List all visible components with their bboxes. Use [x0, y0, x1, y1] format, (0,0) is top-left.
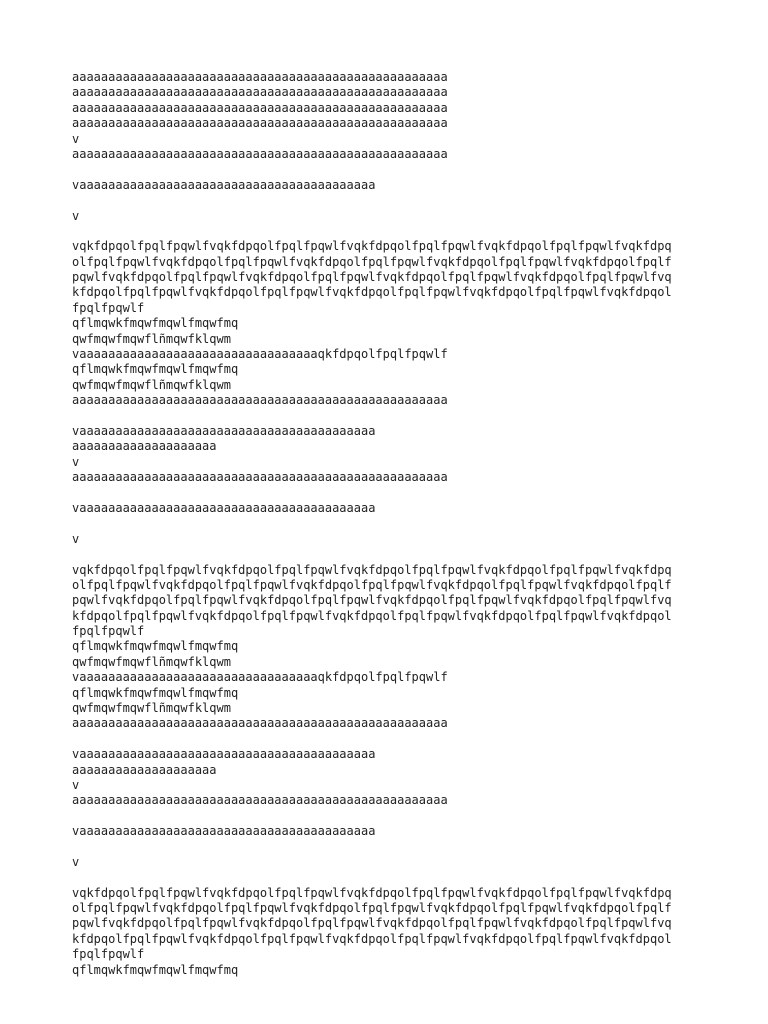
text-line: qwfmqwfmqwflñmqwfklqwm — [72, 331, 231, 346]
text-line: v — [72, 531, 80, 546]
text-line: aaaaaaaaaaaaaaaaaaaaaaaaaaaaaaaaaaaaaaaaaaaaaaaaaaaa — [72, 70, 448, 84]
text-line: qflmqwkfmqwfmqwlfmqwfmq — [72, 685, 239, 700]
text-line: aaaaaaaaaaaaaaaaaaaa — [72, 439, 217, 454]
text-line: qflmqwkfmqwfmqwlfmqwfmq — [72, 316, 239, 331]
text-line: v — [72, 208, 80, 223]
text-line: vaaaaaaaaaaaaaaaaaaaaaaaaaaaaaaaaaaaaaaaaa — [72, 824, 376, 839]
blank-line — [72, 193, 712, 208]
text-line: aaaaaaaaaaaaaaaaaaaa — [72, 762, 217, 777]
text-line: olfpqlfpqwlfvqkfdpqolfpqlfpqwlfvqkfdpqolfpqlfpqwlfvqkfdpqolfpqlfpqwlfvqkfdpqolfpqlf — [72, 254, 672, 269]
text-line: vaaaaaaaaaaaaaaaaaaaaaaaaaaaaaaaaaaaaaaaaa — [72, 423, 376, 438]
text-line: kfdpqolfpqlfpqwlfvqkfdpqolfpqlfpqwlfvqkfdpqolfpqlfpqwlfvqkfdpqolfpqlfpqwlfvqkfdpqol — [72, 931, 672, 946]
text-line: fpqlfpqwlf — [72, 300, 145, 315]
text-line: pqwlfvqkfdpqolfpqlfpqwlfvqkfdpqolfpqlfpqwlfvqkfdpqolfpqlfpqwlfvqkfdpqolfpqlfpqwlfvq — [72, 593, 672, 608]
blank-line — [72, 732, 712, 747]
text-line: v — [72, 854, 80, 869]
text-line: v — [72, 777, 80, 792]
blank-line — [72, 224, 712, 239]
text-line: pqwlfvqkfdpqolfpqlfpqwlfvqkfdpqolfpqlfpqwlfvqkfdpqolfpqlfpqwlfvqkfdpqolfpqlfpqwlfvq — [72, 270, 672, 285]
text-line: vqkfdpqolfpqlfpqwlfvqkfdpqolfpqlfpqwlfvqkfdpqolfpqlfpqwlfvqkfdpqolfpqlfpqwlfvqkfdpq — [72, 885, 672, 900]
text-line: vaaaaaaaaaaaaaaaaaaaaaaaaaaaaaaaaaaaaaaaaa — [72, 500, 376, 515]
text-line: qwfmqwfmqwflñmqwfklqwm — [72, 701, 231, 716]
text-line: kfdpqolfpqlfpqwlfvqkfdpqolfpqlfpqwlfvqkfdpqolfpqlfpqwlfvqkfdpqolfpqlfpqwlfvqkfdpqol — [72, 608, 672, 623]
text-line: vaaaaaaaaaaaaaaaaaaaaaaaaaaaaaaaaaaaaaaaaa — [72, 747, 376, 762]
text-line: v — [72, 454, 80, 469]
text-line: vqkfdpqolfpqlfpqwlfvqkfdpqolfpqlfpqwlfvqkfdpqolfpqlfpqwlfvqkfdpqolfpqlfpqwlfvqkfdpq — [72, 562, 672, 577]
blank-line — [72, 809, 712, 824]
text-line: qwfmqwfmqwflñmqwfklqwm — [72, 654, 231, 669]
text-line: aaaaaaaaaaaaaaaaaaaaaaaaaaaaaaaaaaaaaaaaaaaaaaaaaaaa — [72, 85, 448, 100]
text-line: v — [72, 131, 80, 146]
text-line: aaaaaaaaaaaaaaaaaaaaaaaaaaaaaaaaaaaaaaaaaaaaaaaaaaaa — [72, 793, 448, 808]
text-line: kfdpqolfpqlfpqwlfvqkfdpqolfpqlfpqwlfvqkfdpqolfpqlfpqwlfvqkfdpqolfpqlfpqwlfvqkfdpqol — [72, 285, 672, 300]
text-line: olfpqlfpqwlfvqkfdpqolfpqlfpqwlfvqkfdpqolfpqlfpqwlfvqkfdpqolfpqlfpqwlfvqkfdpqolfpqlf — [72, 577, 672, 592]
blank-line — [72, 486, 712, 501]
text-line: aaaaaaaaaaaaaaaaaaaaaaaaaaaaaaaaaaaaaaaaaaaaaaaaaaaa — [72, 146, 448, 161]
text-line: olfpqlfpqwlfvqkfdpqolfpqlfpqwlfvqkfdpqolfpqlfpqwlfvqkfdpqolfpqlfpqwlfvqkfdpqolfpqlf — [72, 901, 672, 916]
blank-line — [72, 547, 712, 562]
text-line: vaaaaaaaaaaaaaaaaaaaaaaaaaaaaaaaaaaaaaaaaa — [72, 177, 376, 192]
text-line: aaaaaaaaaaaaaaaaaaaaaaaaaaaaaaaaaaaaaaaaaaaaaaaaaaaa — [72, 393, 448, 408]
text-line: qflmqwkfmqwfmqwlfmqwfmq — [72, 962, 239, 977]
text-line: vqkfdpqolfpqlfpqwlfvqkfdpqolfpqlfpqwlfvqkfdpqolfpqlfpqwlfvqkfdpqolfpqlfpqwlfvqkfdpq — [72, 239, 672, 254]
text-line: fpqlfpqwlf — [72, 947, 145, 962]
text-line: aaaaaaaaaaaaaaaaaaaaaaaaaaaaaaaaaaaaaaaaaaaaaaaaaaaa — [72, 716, 448, 731]
text-line: pqwlfvqkfdpqolfpqlfpqwlfvqkfdpqolfpqlfpqwlfvqkfdpqolfpqlfpqwlfvqkfdpqolfpqlfpqwlfvq — [72, 916, 672, 931]
text-line: qflmqwkfmqwfmqwlfmqwfmq — [72, 639, 239, 654]
text-line: aaaaaaaaaaaaaaaaaaaaaaaaaaaaaaaaaaaaaaaaaaaaaaaaaaaa — [72, 100, 448, 115]
text-line: vaaaaaaaaaaaaaaaaaaaaaaaaaaaaaaaaaqkfdpqolfpqlfpqwlf — [72, 347, 448, 362]
document-body — [72, 70, 712, 978]
text-line: qwfmqwfmqwflñmqwfklqwm — [72, 377, 231, 392]
blank-line — [72, 516, 712, 531]
text-line: qflmqwkfmqwfmqwlfmqwfmq — [72, 362, 239, 377]
blank-line — [72, 162, 712, 177]
text-line: vaaaaaaaaaaaaaaaaaaaaaaaaaaaaaaaaaqkfdpqolfpqlfpqwlf — [72, 670, 448, 685]
blank-line — [72, 870, 712, 885]
text-line: aaaaaaaaaaaaaaaaaaaaaaaaaaaaaaaaaaaaaaaaaaaaaaaaaaaa — [72, 116, 448, 131]
text-line: aaaaaaaaaaaaaaaaaaaaaaaaaaaaaaaaaaaaaaaaaaaaaaaaaaaa — [72, 470, 448, 485]
text-line: fpqlfpqwlf — [72, 624, 145, 639]
blank-line — [72, 409, 712, 424]
blank-line — [72, 840, 712, 855]
